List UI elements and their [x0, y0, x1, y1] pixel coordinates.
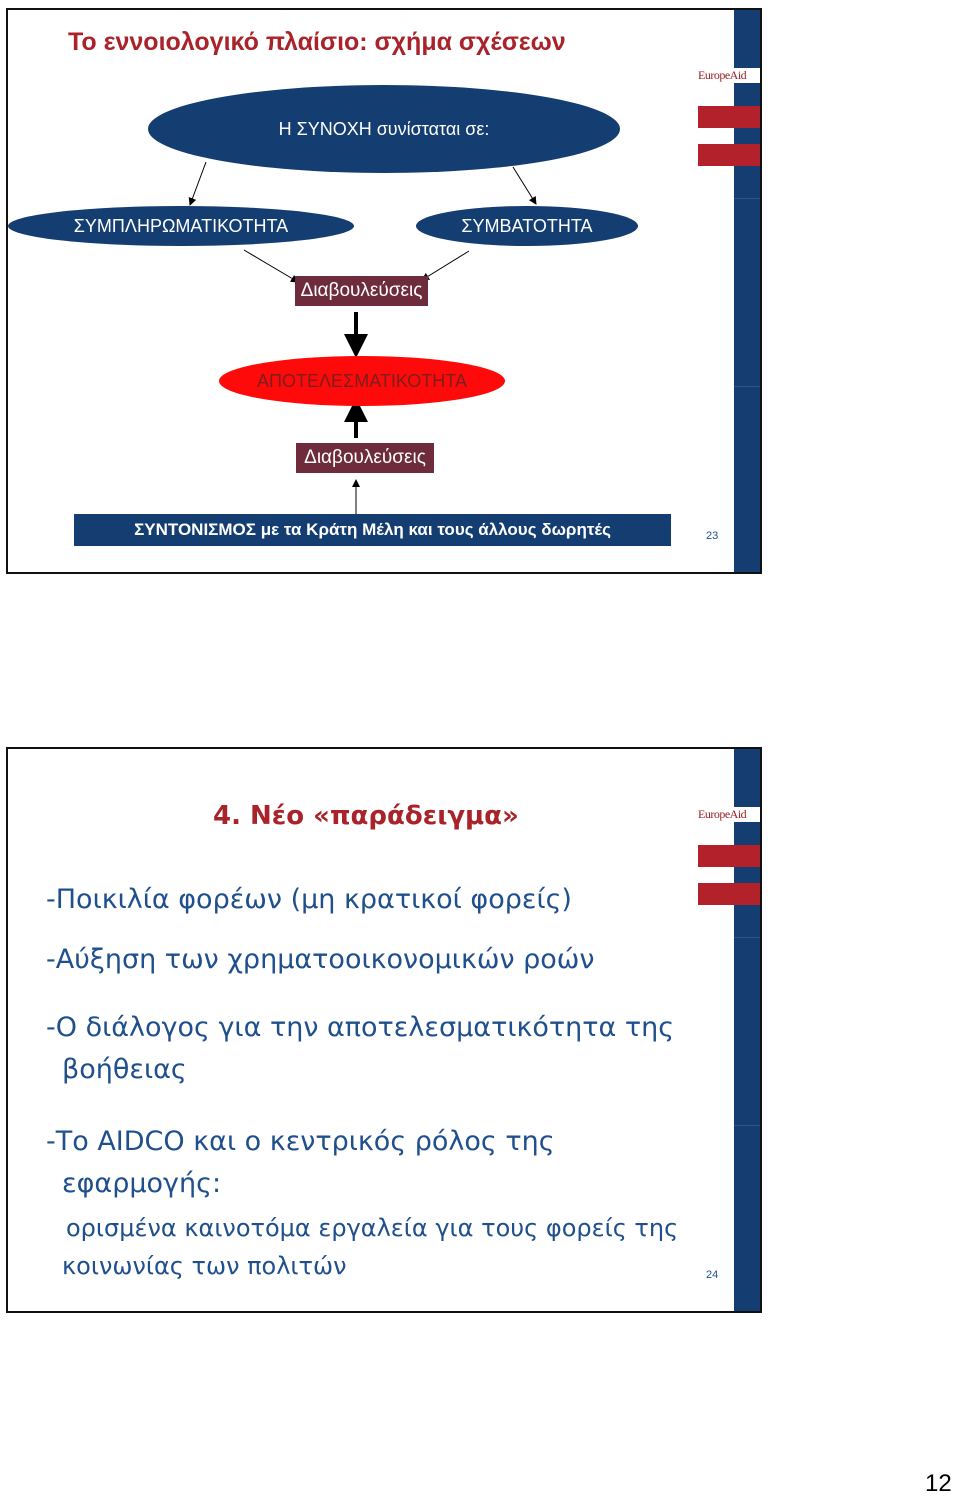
effectiveness-ellipse: ΑΠΟΤΕΛΕΣΜΑΤΙΚΟΤΗΤΑ [219, 356, 505, 406]
slide-title: Το εννοιολογικό πλαίσιο: σχήμα σχέσεων [68, 28, 566, 56]
document-page-number: 12 [925, 1470, 952, 1497]
consultations-box-top: Διαβουλεύσεις [295, 276, 428, 306]
europeaid-logo: EuropeAid [698, 807, 762, 822]
arrow-to-complementarity [190, 162, 206, 205]
logo-stripe [698, 845, 762, 867]
bullet-aidco-role: -Το AIDCO και ο κεντρικός ρόλος της εφαρμογής: [46, 1126, 555, 1199]
bullet-aid-effectiveness: -Ο διάλογος για την αποτελεσματικότητα της βοήθειας [46, 1012, 675, 1085]
logo-stripe [698, 883, 762, 905]
slide-title: 4. Νέο «παράδειγμα» [213, 801, 519, 831]
complementarity-ellipse: ΣΥΜΠΛΗΡΩΜΑΤΙΚΟΤΗΤΑ [8, 206, 354, 246]
slide-page-number: 24 [706, 1269, 719, 1281]
slide-page-number: 23 [706, 530, 719, 542]
cohesion-ellipse: Η ΣΥΝΟΧΗ συνίσταται σε: [148, 85, 620, 173]
arrow-to-compatibility [513, 167, 536, 204]
sub-bullet-tools: ορισμένα καινοτόμα εργαλεία για τους φορείς της κοινωνίας των πολιτών [62, 1214, 679, 1280]
slide-23 [6, 8, 762, 574]
compatibility-ellipse: ΣΥΜΒΑΤΟΤΗΤΑ [416, 206, 638, 246]
consultations-box-bottom: Διαβουλεύσεις [296, 443, 434, 473]
arrow-right-to-consultations [422, 251, 469, 280]
slide-24 [6, 747, 762, 1313]
europeaid-logo: EuropeAid [698, 68, 762, 83]
bullet-financial-flows: -Αύξηση των χρηματοοικονομικών ροών [46, 944, 595, 975]
slide-sidebar [734, 749, 760, 1311]
bullet-actors: -Ποικιλία φορέων (μη κρατικοί φορείς) [46, 884, 572, 915]
coordination-bar: ΣΥΝΤΟΝΙΣΜΟΣ με τα Κράτη Μέλη και τους άλλους δωρητές [74, 514, 671, 546]
arrow-left-to-consultations [244, 250, 298, 282]
